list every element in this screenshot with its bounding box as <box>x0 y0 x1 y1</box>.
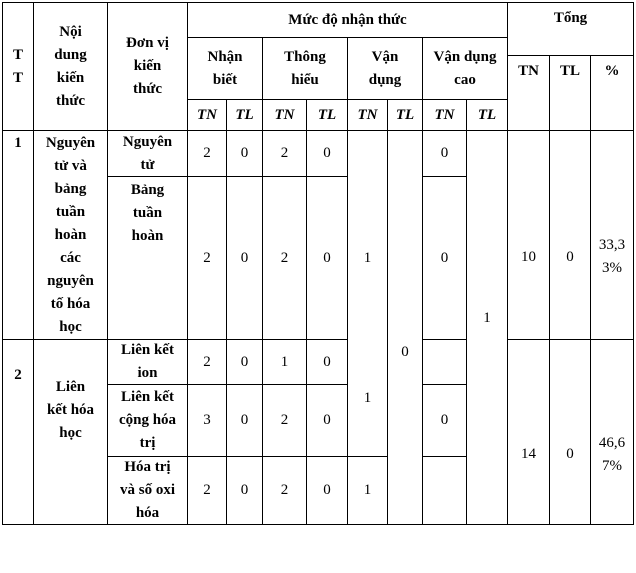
value-cell: 0 <box>440 145 449 161</box>
header-nhan-biet: Nhận biết <box>207 48 243 88</box>
row-number: 1 <box>14 134 22 151</box>
total-pct: 46,6 7% <box>598 434 626 474</box>
value-cell: 0 <box>323 145 331 161</box>
merged-vd-tn: 1 <box>363 389 372 406</box>
value-cell: 2 <box>280 412 289 428</box>
header-total-tl: TL <box>559 62 580 79</box>
topic-cell: Liên kết hóa học <box>46 378 95 441</box>
subheader-tl: TL <box>317 106 337 123</box>
total-tn: 10 <box>521 248 536 265</box>
subheader-tn: TN <box>434 106 455 123</box>
header-tt: T T <box>12 46 23 86</box>
header-total-pct: % <box>604 62 620 79</box>
value-cell: 0 <box>240 249 249 266</box>
value-cell: 2 <box>203 353 211 370</box>
subheader-tl: TL <box>235 106 254 123</box>
topic-cell: Nguyên tử và bảng tuần hoàn các nguyên tố hóa học <box>45 134 96 335</box>
unit-name: Bảng tuần hoàn <box>130 182 165 244</box>
subheader-tl: TL <box>395 106 415 123</box>
value-cell: 0 <box>240 412 249 428</box>
value-cell: 2 <box>203 145 211 161</box>
subheader-tl: TL <box>477 106 497 123</box>
unit-name: Liên kết ion <box>121 342 174 381</box>
header-thong-hieu: Thông hiểu <box>284 48 326 88</box>
total-tl: 0 <box>566 248 574 265</box>
unit-name: Liên kết cộng hóa trị <box>118 389 177 451</box>
value-cell: 1 <box>280 353 289 370</box>
value-cell: 3 <box>203 412 211 428</box>
value-cell: 0 <box>323 412 331 428</box>
value-cell: 0 <box>440 249 449 266</box>
merged-vd-tl: 0 <box>401 343 409 360</box>
value-cell: 2 <box>280 482 289 498</box>
total-tl: 0 <box>566 446 574 462</box>
header-noi-dung: Nội dung kiến thức <box>54 23 87 109</box>
value-cell: 2 <box>280 145 289 161</box>
unit-name: Nguyên tử <box>122 133 173 173</box>
value-cell: 2 <box>203 249 211 266</box>
value-cell: 1 <box>363 482 372 498</box>
merged-vdc-tl: 1 <box>483 309 491 326</box>
row-number: 2 <box>14 366 22 383</box>
header-tong: Tổng <box>553 9 588 26</box>
header-muc-do: Mức độ nhận thức <box>288 11 407 28</box>
total-pct: 33,3 3% <box>598 237 626 276</box>
subheader-tn: TN <box>357 106 378 123</box>
value-cell: 0 <box>240 353 249 370</box>
subheader-tn: TN <box>197 106 217 123</box>
header-don-vi: Đơn vị kiến thức <box>126 35 169 97</box>
header-van-dung-cao: Vận dụng cao <box>433 48 497 88</box>
value-cell: 2 <box>203 482 211 498</box>
value-cell: 0 <box>323 353 331 370</box>
unit-name: Hóa trị và số oxi hóa <box>119 459 175 521</box>
value-cell: 0 <box>323 249 331 266</box>
value-cell: 0 <box>440 412 449 428</box>
value-cell: 0 <box>323 482 331 498</box>
header-van-dung: Vận dụng <box>368 48 402 88</box>
total-tn: 14 <box>521 446 536 462</box>
merged-vd-tn: 1 <box>363 249 372 266</box>
value-cell: 2 <box>280 249 289 266</box>
subheader-tn: TN <box>274 106 295 123</box>
value-cell: 0 <box>240 145 249 161</box>
value-cell: 0 <box>240 482 249 498</box>
header-total-tn: TN <box>518 62 539 79</box>
